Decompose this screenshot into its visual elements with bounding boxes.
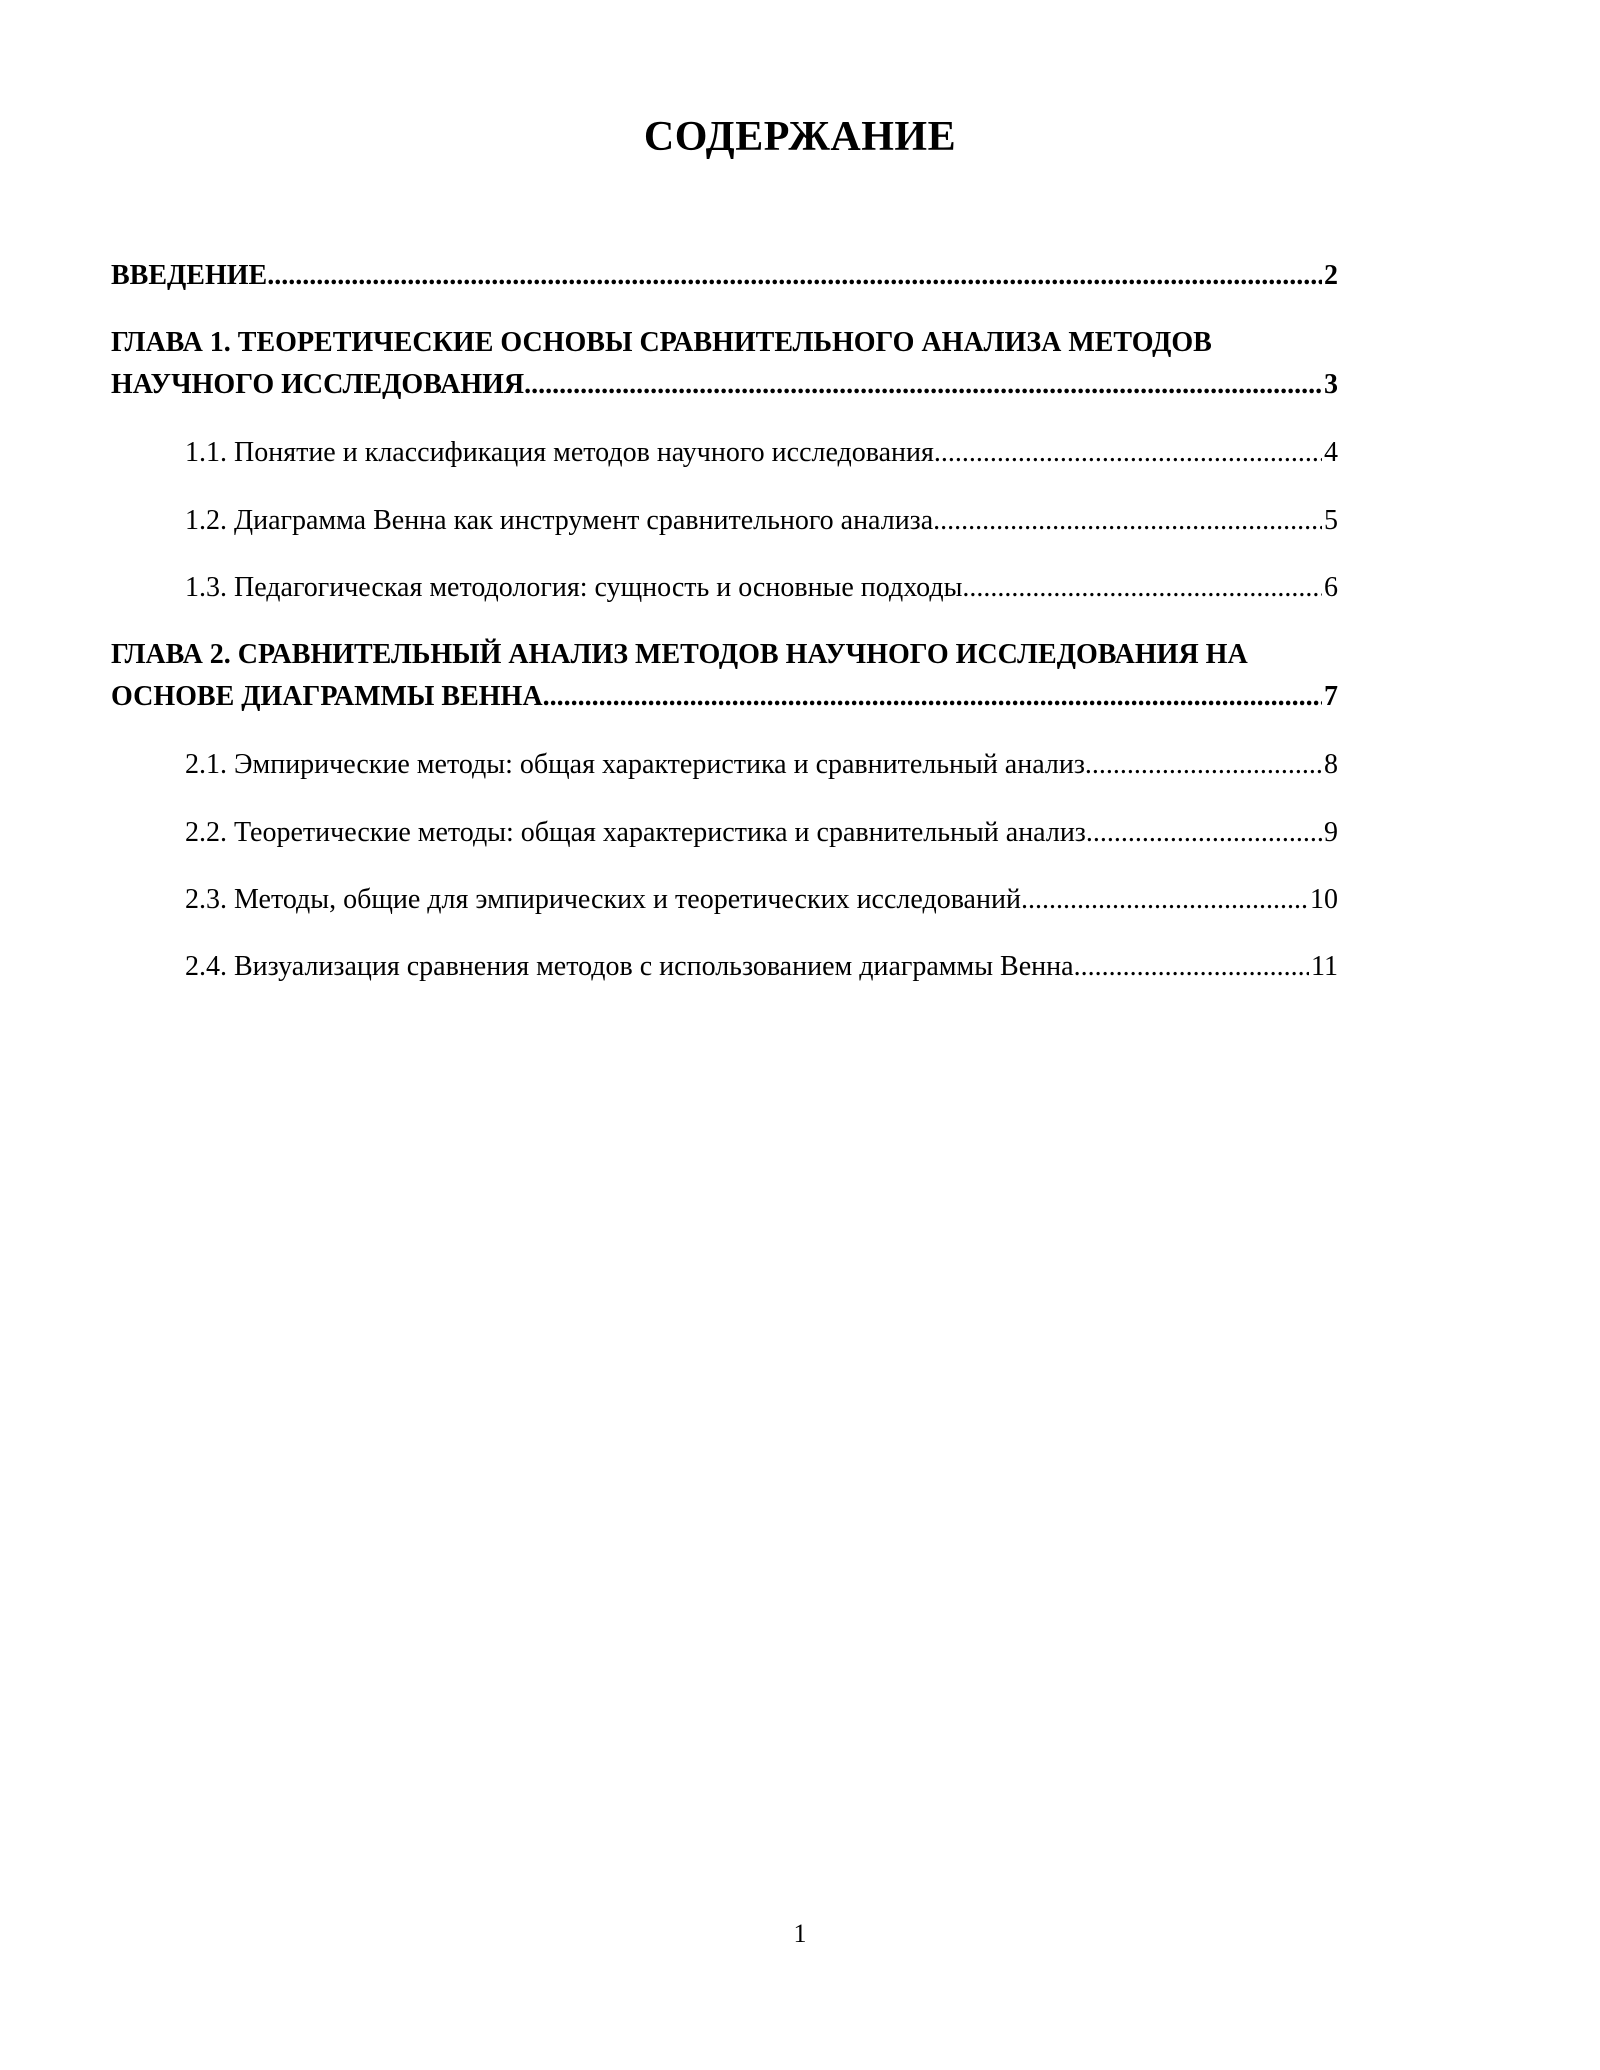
dot-leader	[1074, 946, 1309, 988]
toc-entry-section-1-2[interactable]	[185, 500, 1338, 542]
dot-leader	[1021, 879, 1308, 921]
dot-leader	[933, 500, 1322, 542]
dot-leader	[1085, 744, 1322, 786]
toc-entry-page: 9	[1324, 817, 1338, 848]
toc-entry-page: 3	[1324, 369, 1338, 400]
page-title: СОДЕРЖАНИЕ	[643, 114, 957, 160]
dot-leader	[934, 432, 1322, 474]
toc-entry-page: 6	[1324, 572, 1338, 603]
toc-entry-label: 1.2. Диаграмма Венна как инструмент сравнительного анализа	[185, 505, 934, 536]
toc-entry-chapter-1[interactable]	[111, 322, 1338, 406]
toc-entry-page: 5	[1324, 505, 1338, 536]
toc-entry-label: ВВЕДЕНИЕ	[111, 260, 268, 291]
toc-entry-page: 4	[1324, 437, 1338, 468]
toc-entry-introduction[interactable]	[111, 255, 1338, 297]
toc-entry-label: 1.1. Понятие и классификация методов научного исследования	[185, 437, 934, 468]
dot-leader	[962, 567, 1322, 609]
toc-entry-chapter-2[interactable]	[111, 634, 1338, 718]
toc-entry-section-2-2[interactable]	[185, 812, 1338, 854]
dot-leader	[524, 364, 1322, 406]
toc-entry-label: 1.3. Педагогическая методология: сущность и основные подходы	[185, 572, 963, 603]
toc-entry-section-2-1[interactable]	[185, 744, 1338, 786]
toc-entry-page: 8	[1324, 749, 1338, 780]
toc-entry-section-1-3[interactable]	[185, 567, 1338, 609]
toc-entry-label-line1: ГЛАВА 1. ТЕОРЕТИЧЕСКИЕ ОСНОВЫ СРАВНИТЕЛЬНОГО АНАЛИЗА МЕТОДОВ	[111, 327, 1212, 358]
page-number: 1	[793, 1919, 807, 1948]
toc-entry-label: 2.1. Эмпирические методы: общая характеристика и сравнительный анализ	[185, 749, 1085, 780]
toc-entry-label: ОСНОВЕ ДИАГРАММЫ ВЕННА	[111, 681, 543, 712]
dot-leader	[267, 255, 1322, 297]
toc-entry-page: 2	[1324, 260, 1338, 291]
toc-entry-section-2-3[interactable]	[185, 879, 1338, 921]
toc-entry-section-1-1[interactable]	[185, 432, 1338, 474]
toc-entry-label-line1: ГЛАВА 2. СРАВНИТЕЛЬНЫЙ АНАЛИЗ МЕТОДОВ НАУЧНОГО ИССЛЕДОВАНИЯ НА	[111, 639, 1248, 670]
toc-entry-page: 11	[1311, 951, 1338, 982]
toc-entry-section-2-4[interactable]	[185, 946, 1338, 988]
dot-leader	[1086, 812, 1322, 854]
toc-entry-label: 2.4. Визуализация сравнения методов с использованием диаграммы Венна	[185, 951, 1074, 982]
toc-entry-label: НАУЧНОГО ИССЛЕДОВАНИЯ	[111, 369, 525, 400]
toc-entry-page: 10	[1310, 884, 1338, 915]
toc-entry-label: 2.3. Методы, общие для эмпирических и теоретических исследований	[185, 884, 1021, 915]
toc-entry-page: 7	[1324, 681, 1338, 712]
dot-leader	[543, 676, 1322, 718]
toc-entry-label: 2.2. Теоретические методы: общая характеристика и сравнительный анализ	[185, 817, 1086, 848]
